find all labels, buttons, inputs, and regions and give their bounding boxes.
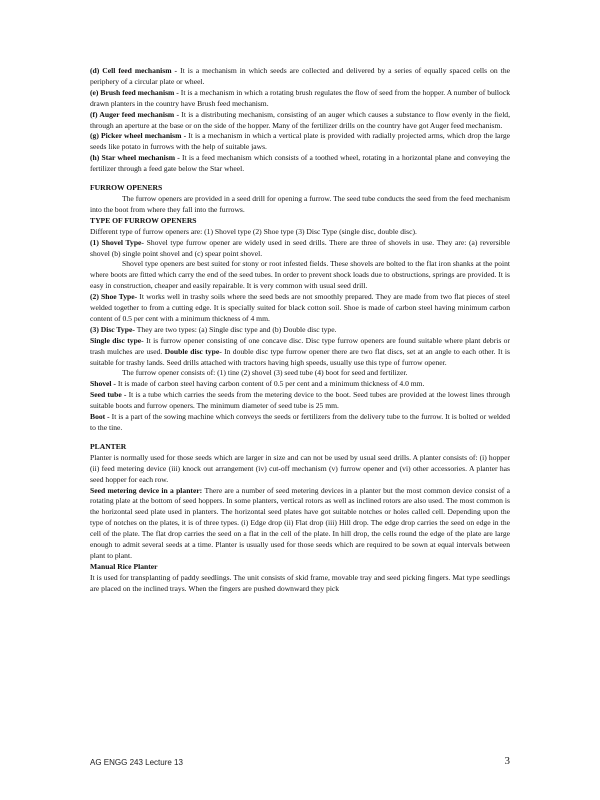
shovel-type-paragraph-2: Shovel type openers are best suited for stony or root infested fields. These shovels are bolted to the flat iron shanks at the point where boots are fitted which carry the end of the seed tubes. In order to prevent shock loads due to obstructions, springs are provided. It is easy in construction, cheaper and easily repairable. It is very common with usual seed drill. <box>90 259 510 291</box>
auger-feed-paragraph: (f) Auger feed mechanism - It is a distributing mechanism, consisting of an auger which causes a substance to flow evenly in the field, through an aperture at the base or on the side of the hopper. Many of the fertilizer drills on the country have got Auger feed mechanism. <box>90 109 510 130</box>
document-body <box>90 66 510 595</box>
shovel-type-paragraph: (1) Shovel Type- Shovel type furrow opener are widely used in seed drills. There are three of shovels in use. They are: (a) reversible shovel (b) single point shovel and (c) spear point shovel. <box>90 237 510 258</box>
brush-feed-paragraph: (e) Brush feed mechanism - It is a mechanism in which a rotating brush regulates the flow of seed from the hopper. A number of bullock drawn planters in the country have Brush feed mechanism. <box>90 87 510 108</box>
furrow-opener-parts-paragraph: The furrow opener consists of: (1) tine (2) shovel (3) seed tube (4) boot for seed and fertilizer. <box>122 368 408 378</box>
shovel-paragraph: Shovel - It is made of carbon steel having carbon content of 0.5 per cent and a minimum thickness of 4.0 mm. <box>90 379 425 389</box>
manual-rice-planter-heading: Manual Rice Planter <box>90 561 158 571</box>
single-disc-paragraph: Single disc type- It is furrow opener consisting of one concave disc. Disc type furrow openers are found suitable where plant debris or trash mulches are used. Double disc type- In double disc type furrow opener there are two flat discs, set at an angle to each other. It is suitable for trashy lands. Seed drills attached with tractors having high speeds, usually use this type of furrow opener. <box>90 335 510 367</box>
picker-wheel-paragraph: (g) Picker wheel mechanism - It is a mechanism in which a vertical plate is provided with radially projected arms, which drop the large seeds like potato in furrows with the help of suitable jaws. <box>90 131 510 152</box>
disc-type-paragraph: (3) Disc Type- They are two types: (a) Single disc type and (b) Double disc type. <box>90 324 337 334</box>
boot-paragraph: Boot - It is a part of the sowing machine which conveys the seeds or fertilizers from the delivery tube to the furrow. It is bolted or welded to the tine. <box>90 412 510 432</box>
type-furrow-openers-heading: TYPE OF FURROW OPENERS <box>90 215 197 225</box>
manual-rice-planter-paragraph: It is used for transplanting of paddy seedlings. The unit consists of skid frame, movable tray and seed picking fingers. Mat type seedlings are placed on the inclined trays. When the fingers are pushed downward they pick <box>90 572 510 593</box>
planter-heading: PLANTER <box>90 441 127 451</box>
page-number: 3 <box>504 755 510 767</box>
shoe-type-paragraph: (2) Shoe Type- It works well in trashy soils where the seed beds are not smoothly prepared. They are made from two flat pieces of steel welded together to from a cutting edge. It is specially suited for black cotton soil. Shoe is made of carbon steel having minimum carbon content of 0.5 per cent with a minimum thickness of 4 mm. <box>90 292 510 323</box>
seed-tube-paragraph: Seed tube - It is a tube which carries the seeds from the metering device to the boot. Seed tubes are provided at the lowest lines through suitable boots and furrow openers. The minimum diameter of seed tube is 25 mm. <box>90 390 511 411</box>
cell-feed-paragraph: (d) Cell feed mechanism - It is a mechanism in which seeds are collected and delivered by a series of equally spaced cells on the periphery of a circular plate or wheel. <box>90 66 510 86</box>
seed-metering-paragraph: Seed metering device in a planter: There are a number of seed metering devices in a planter but the most common device consist of a rotating plate at the bottom of seed hoppers. In some planters, vertical rotors as well as inclined rotors are also used. The most common is the horizontal seed plate used in planters. The horizontal seed plates have got suitable notches or holes called cell. Depending upon the type of notches on the plates, it is of three types. (i) Edge drop (ii) Flat drop (iii) Hill drop. The edge drop carries the seed on edge in the cell of the plate. The flat drop carries the seed on a flat in the cell of the plate. In hill drop, the cells round the edge of the plate are large enough to admit several seeds at a time. Planter is usually used for those seeds which are required to be sown at equal intervals between plant to plant. <box>90 485 510 560</box>
lecture-label: AG ENGG 243 Lecture 13 <box>90 758 183 767</box>
page-footer <box>90 755 510 769</box>
star-wheel-paragraph: (h) Star wheel mechanism - It is a feed mechanism which consists of a toothed wheel, rotating in a horizontal plane and conveying the fertilizer through a feed gate below the Star wheel. <box>90 153 511 174</box>
planter-paragraph: Planter is normally used for those seeds which are larger in size and can not be used by usual seed drills. A planter consists of: (i) hopper (ii) feed metering device (iii) knock out arrangement (iv) cut-off mechanism (v) furrow opener and (vi) other accessories. A planter has seed hopper for each row. <box>90 452 510 484</box>
type-furrow-openers-paragraph: Different type of furrow openers are: (1) Shovel type (2) Shoe type (3) Disc Type (single disc, double disc). <box>90 226 417 236</box>
furrow-openers-paragraph: The furrow openers are provided in a seed drill for opening a furrow. The seed tube conducts the seed from the feed mechanism into the boot from where they fall into the furrows. <box>90 193 510 214</box>
furrow-openers-heading: FURROW OPENERS <box>90 183 163 193</box>
